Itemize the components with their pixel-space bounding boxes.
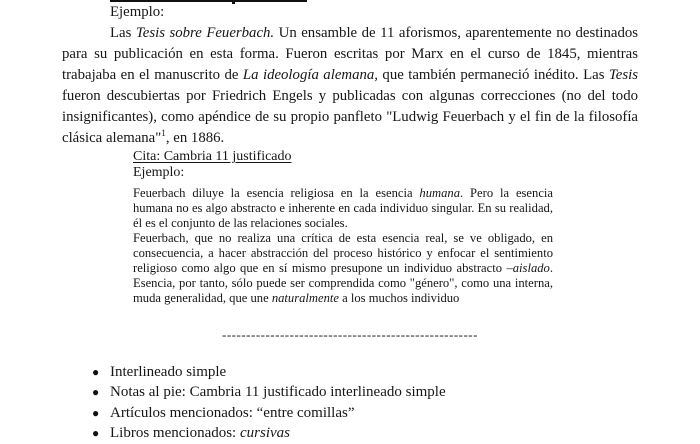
text-segment: , en 1886. [165,130,225,146]
text-segment: Tesis sobre Feuerbach. [135,25,275,41]
text-segment: Feuerbach diluye la esencia religiosa en la esencia [133,186,420,200]
text-segment: Un ensamble de 11 aforismos, aparentemente no destinados para su publicación en esta forma. Fueron escritas por Marx en el curso de 1845, mientras trabajaba en el manuscrito de [62,25,638,83]
quote-paragraph-2 [133,231,553,306]
text-segment: . Pero la esencia humana no es algo abstracto e inherente en cada individuo singular. En su realidad, él es el conjunto de las relaciones sociales. [133,186,553,230]
text-segment: La ideología alemana, [242,67,378,83]
quote-paragraph-1 [133,186,553,231]
bullet-icon: ● [92,426,100,441]
text-segment: Tesis [608,67,638,83]
text-segment: . Esencia, por tanto, sólo puede ser comprendida como "género", como una interna, muda generalidad, que une [133,261,553,305]
text-segment: Notas al pie: Cambria 11 justificado interlineado simple [110,384,446,401]
cita-heading: Cita: Cambria 11 justificado [133,149,292,164]
text-segment: fueron descubiertas por Friedrich Engels y publicadas con algunas correcciones (no del todo insignificantes), como apéndice de su propio panfleto "Ludwig Feuerbach y el fin de la filosofía clásica alemana" [62,88,638,146]
text-segment: Libros mencionados: [110,425,240,442]
list-item [92,382,612,402]
text-segment: humana [419,186,461,200]
text-example-section [62,2,638,149]
text-segment: Las [110,25,136,41]
cita-example-label: Ejemplo: [133,165,185,180]
text-segment: –aislado [506,261,550,275]
list-item [92,403,612,423]
list-item-label [110,362,612,382]
text-segment: cursivas [239,425,290,442]
bullet-icon: ● [92,405,100,420]
text-segment: a los muchos individuo [339,291,460,305]
list-item-label [110,382,612,402]
bullet-icon: ● [92,365,100,379]
text-segment: que también permaneció inédito. Las [377,67,609,83]
list-item-label [110,403,612,423]
text-segment: Feuerbach, que no realiza una crítica de esta esencia real, se ve obligado, en consecuencia, a hacer abstracción del proceso histórico y enfocar el sentimiento religioso como algo que en sí mismo presupone un individuo abstracto [133,231,553,275]
notes-list [92,362,612,444]
text-segment: naturalmente [271,291,339,305]
list-item [92,362,612,382]
text-segment: Interlineado simple [110,364,227,380]
example-label: Ejemplo: [110,4,165,20]
main-paragraph [62,23,638,149]
dashed-separator: ----------------------------------------------------- [222,327,478,342]
text-segment: Artículos mencionados: “entre comillas” [110,404,355,421]
cita-section [133,149,553,306]
bullet-icon: ● [92,385,100,400]
text-segment: 1 [161,128,166,139]
